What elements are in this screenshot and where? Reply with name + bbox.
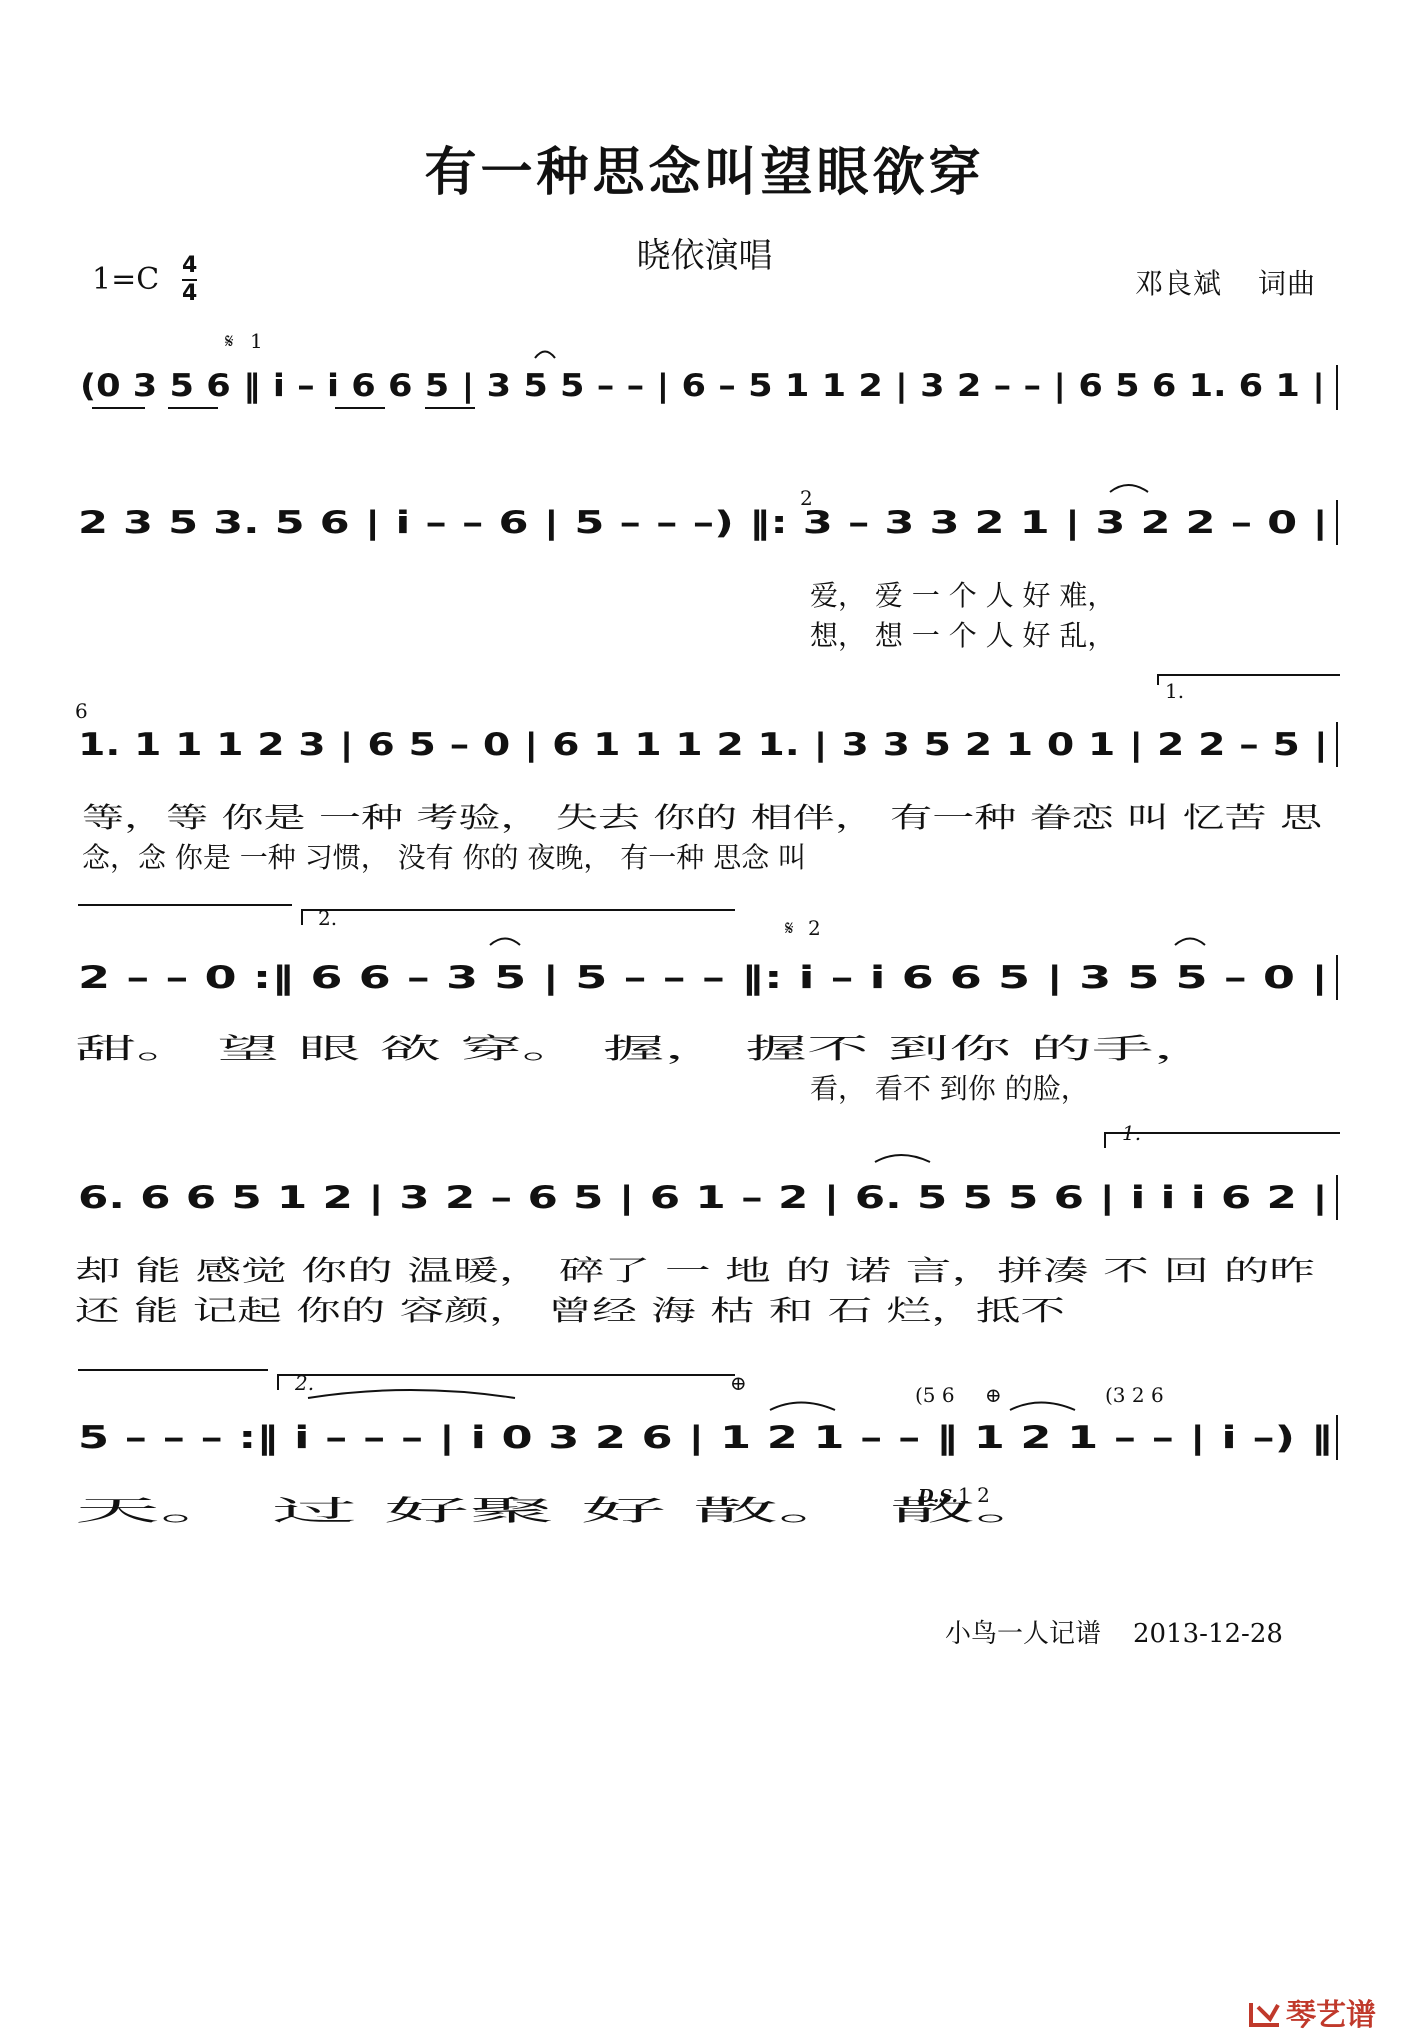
volta-2-italic: 2. <box>295 1371 315 1395</box>
volta-1: 1. <box>1165 679 1185 703</box>
coda-label-b: (3 2 6 <box>1105 1383 1164 1407</box>
row-2-lyric-1: 爱， 爱 一 个 人 好 难， <box>810 579 1116 612</box>
row-5-notation: 6. 6 6 5 1 2 | 3 2 – 6 5 | 6 1 – 2 | 6. 5 5 5 6 | i i i 6 2 | <box>78 1180 1328 1216</box>
composer-role: 词曲 <box>1258 267 1317 300</box>
row-4-notation: 2 – – 0 :‖ 6 6 – 3 5 | 5 – – – ‖: i – i 6 6 5 | 3 5 5 – 0 | <box>78 960 1328 996</box>
composer-name: 邓良斌 <box>1135 267 1223 300</box>
row-4-lyric-2: 看， 看不 到你 的脸， <box>810 1072 1089 1105</box>
row-1 <box>80 329 1337 410</box>
row-4 <box>75 905 1337 1105</box>
time-top: 4 <box>182 253 198 278</box>
piano-logo-icon <box>1248 1999 1282 2029</box>
row-1-notation: (0 3 5 6 ‖ i – i 6 6 5 | 3 5 5 – – | 6 – 5 1 1 2 | 3 2 – – | 6 5 6 1. 6 1 | <box>80 368 1325 404</box>
verse-mark-6: 6 <box>75 699 88 723</box>
key-signature: 1=C <box>92 262 160 297</box>
row-5-lyric-1: 却 能 感觉 你的 温暖， 碎了 一 地 的 诺 言，拼凑 不 回 的昨 <box>75 1254 1315 1287</box>
verse-mark-2: 2 <box>800 486 813 510</box>
volta-2: 2. <box>318 906 338 930</box>
segno-mark-1: 𝄋 <box>225 329 234 353</box>
row-3-lyric-2: 念，念 你是 一种 习惯， 没有 你的 夜晚， 有一种 思念 叫 <box>82 841 807 874</box>
performer: 晓依演唱 <box>636 236 773 276</box>
row-3 <box>75 675 1340 874</box>
row-2-notation: 2 3 5 3. 5 6 | i – – 6 | 5 – – –) ‖: 3 – 3 3 2 1 | 3 2 2 – 0 | <box>78 505 1328 541</box>
row-5 <box>75 1121 1340 1327</box>
watermark-logo <box>1248 1990 1376 2034</box>
row-6-lyric-1: 天。 过 好聚 好 散。 散。 <box>75 1494 1060 1527</box>
row-3-notation: 1. 1 1 1 2 3 | 6 5 – 0 | 6 1 1 1 2 1. | 3 3 5 2 1 0 1 | 2 2 – 5 | <box>78 727 1328 763</box>
row-3-lyric-1: 等，等 你是 一种 考验， 失去 你的 相伴， 有一种 眷恋 叫 忆苦 思 <box>82 801 1324 834</box>
row-4-lyric-1: 甜。 望 眼 欲 穿。 握， 握不 到你 的手， <box>75 1032 1215 1065</box>
transcriber: 小鸟一人记谱 <box>945 1619 1102 1649</box>
volta-1-italic: 1. <box>1122 1121 1142 1145</box>
row-6 <box>75 1370 1337 1527</box>
row-2 <box>78 485 1337 652</box>
coda-label-a: (5 6 <box>915 1383 955 1407</box>
row-5-lyric-2: 还 能 记起 你的 容颜， 曾经 海 枯 和 石 烂，抵不 <box>75 1294 1065 1327</box>
segno-label-1: 1 <box>250 329 263 353</box>
segno-label-2: 2 <box>808 916 821 940</box>
coda-mark-1: ⊕ <box>730 1371 747 1395</box>
row-6-notation: 5 – – – :‖ i – – – | i 0 3 2 6 | 1 2 1 – – ‖ 1 2 1 – – | i –) ‖ <box>78 1420 1333 1456</box>
transcribe-date: 2013-12-28 <box>1133 1619 1283 1649</box>
time-bottom: 4 <box>182 281 198 306</box>
segno-mark-2: 𝄋 <box>785 916 794 940</box>
watermark-text: 琴艺谱 <box>1286 1998 1376 2033</box>
song-title: 有一种思念叫望眼欲穿 <box>424 142 985 203</box>
transcriber-credit <box>945 1613 1283 1650</box>
coda-mark-2: ⊕ <box>985 1383 1002 1407</box>
row-2-lyric-2: 想， 想 一 个 人 好 乱， <box>810 619 1116 652</box>
ds-label: D.S. <box>918 1486 958 1507</box>
ds-number: 1 2 <box>958 1483 990 1507</box>
